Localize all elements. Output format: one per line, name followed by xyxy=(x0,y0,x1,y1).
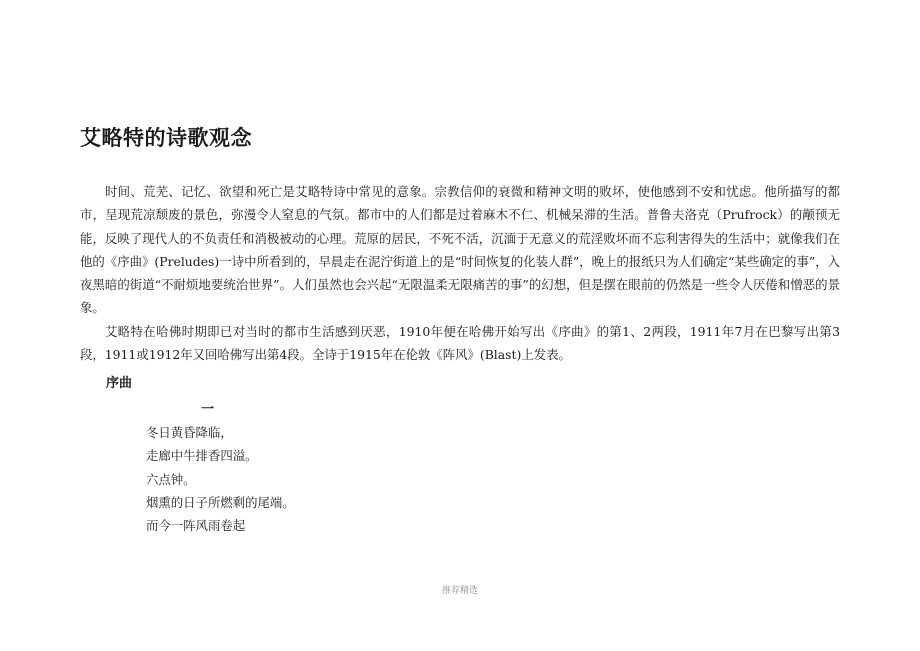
poem-title: 序曲 xyxy=(106,376,133,391)
paragraph-2: 艾略特在哈佛时期即已对当时的都市生活感到厌恶，1910年便在哈佛开始写出《序曲》的第1、2两段，1911年7月在巴黎写出第3段，1911或1912年又回哈佛写出第4段。全诗于1915年在伦敦《阵风》(Blast)上发表。 xyxy=(80,323,840,363)
poem-line: 走廊中牛排香四溢。 xyxy=(146,448,258,464)
page-footer: 推荐精选 xyxy=(441,586,478,596)
page-title: 艾略特的诗歌观念 xyxy=(80,125,252,150)
paragraph-1: 时间、荒芜、记忆、欲望和死亡是艾略特诗中常见的意象。宗教信仰的衰微和精神文明的败坏，使他感到不安和忧虑。他所描写的都市，呈现荒凉颓废的景色，弥漫令人窒息的气氛。都市中的人们都是过着麻木不仁、机械呆滞的生活。普鲁夫洛克（Prufrock）的颟顸无能，反映了现代人的不负责任和消极被动的心理。荒原的居民，不死不活，沉湎于无意义的荒淫败坏而不忘利害得失的生活中；就像我们在他的《序曲》(Preludes)一诗中所看到的，早晨走在泥泞街道上的是“时间恢复的化装人群”，晚上的报纸只为人们确定“某些确定的事”，入夜黑暗的街道“不耐烦地要统治世界”。人们虽然也会兴起“无限温柔无限痛苦的事”的幻想，但是摆在眼前的仍然是一些令人厌倦和憎恶的景象。 xyxy=(80,184,840,316)
poem-section-number: 一 xyxy=(201,402,215,417)
poem-line: 六点钟。 xyxy=(146,471,196,487)
poem-body xyxy=(146,421,295,537)
body-text xyxy=(80,180,840,366)
poem-line: 冬日黄昏降临， xyxy=(146,425,233,440)
poem-line: 烟熏的日子所燃剩的尾端。 xyxy=(146,494,295,510)
poem-line: 而今一阵风雨卷起 xyxy=(146,518,246,534)
